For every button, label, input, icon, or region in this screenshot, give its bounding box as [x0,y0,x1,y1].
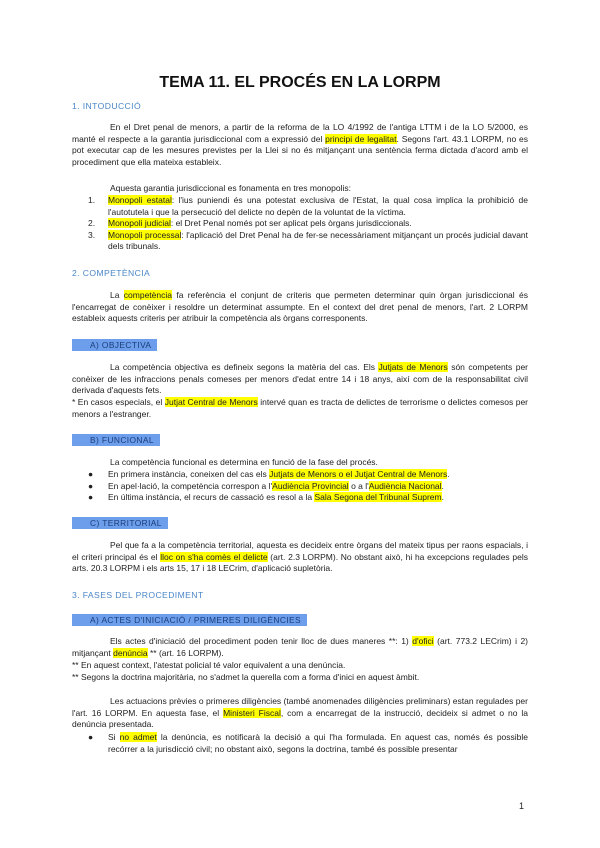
competencia-paragraph: La competència fa referència el conjunt de criteris que permeten determinar quin òrgan jurisdiccional és l'encarregat de conèixer i resoldre un determinat assumpte. En el context del dret penal de menors, l'art. 2 LORPM estableix aquests criteris per atribuir la competència als òrgans corresponents. [72,290,528,323]
subheading-objectiva: A) OBJECTIVA [72,339,528,351]
section-heading-fases: 3. FASES DEL PROCEDIMENT [72,590,204,600]
list-item: ● Si no admet la denúncia, es notificarà la decisió a qui l'ha formulada. En aquest cas, només és possible recórrer a la jurisdicció civil; no obstant això, segons la doctrina, també és possible presentar [88,732,529,754]
note-atestat: ** En aquest context, l'atestat policial té valor equivalent a una denúncia. [72,660,346,670]
list-item: ● En primera instància, coneixen del cas els Jutjats de Menors o el Jutjat Central de Menors. [88,469,450,479]
list-item: 1. Monopoli estatal: l'ius puniendi és una potestat exclusiva de l'Estat, la qual cosa implica la prohibició de l'autotutela i que la persecució del delicte no depèn de la voluntat de la víctima. [88,195,529,217]
objectiva-paragraph: La competència objectiva es defineix segons la matèria del cas. Els Jutjats de Menors són competents per conèixer de les infraccions penals comeses per menors d'edat entre 14 i 18 anys, així com de la responsabilitat civil derivada d'aquests fets. [72,362,529,395]
intro-paragraph: En el Dret penal de menors, a partir de la reforma de la LO 4/1992 de l'antiga LTTM i de la LO 5/2000, es manté el respecte a la garantia jurisdiccional com a expressió del principi de legalitat. Segons l'art. 43.1 LORPM, no es pot executar cap de les mesures previstes per la Llei si no és mitjançant una sentència ferma dictada d'acord amb el procediment que ella mateixa estableix. [72,122,529,167]
section-heading-competencia: 2. COMPETÈNCIA [72,268,151,278]
list-item: 3. Monopoli processal: l'aplicació del Dret Penal ha de fer-se necessàriament mitjançant un procés judicial davant dels tribunals. [88,229,529,251]
diligencies-list [72,732,528,755]
list-item: ● En apel·lació, la competència correspon a l'Audiència Provincial o a l'Audiència Nacional. [88,480,444,491]
subheading-territorial: C) TERRITORIAL [72,517,528,529]
page-number: 1 [518,801,524,811]
funcional-paragraph: La competència funcional es determina en funció de la fase del procés. [110,457,378,467]
section-heading-introduccio: 1. INTODUCCIÓ [72,101,142,111]
highlight: principi de legalitat [325,133,397,144]
subheading-actes-iniciacio: A) ACTES D'INICIACIÓ / PRIMERES DILIGÈNCIES [72,614,528,626]
monopolis-intro: Aquesta garantia jurisdiccional es fonamenta en tres monopolis: [110,183,351,193]
list-item: 2. Monopoli judicial: el Dret Penal només pot ser aplicat pels òrgans jurisdiccionals. [88,218,412,228]
note-querella: ** Segons la doctrina majoritària, no s'admet la querella com a forma d'inici en aquest àmbit. [72,672,420,682]
diligencies-paragraph: Les actuacions prèvies o primeres diligències (també anomenades diligències preliminars) estan regulades per l'art. 16 LORPM. En aquesta fase, el Ministeri Fiscal, com a encarregat de la instrucció, decideix si admet o no la denúncia presentada. [72,696,528,729]
list-item: ● En última instància, el recurs de cassació es resol a la Sala Segona del Tribunal Suprem. [88,492,444,502]
document-title: TEMA 11. EL PROCÉS EN LA LORPM [159,74,441,91]
objectiva-note: * En casos especials, el Jutjat Central de Menors intervé quan es tracta de delictes de terrorisme o delictes comesos per menors a l'estranger. [72,397,528,419]
funcional-list [72,469,528,504]
territorial-paragraph: Pel que fa a la competència territorial, aquesta es decideix entre òrgans del mateix tipus per raons espacials, i el criteri principal és el lloc on s'ha comès el delicte (art. 2.3 LORPM). No obstant això, hi ha excepcions regulades pels arts. 20.3 LORPM i els arts 15, 17 i 18 LECrim, d'aplicació supletòria. [72,540,528,573]
iniciacio-paragraph: Els actes d'iniciació del procediment poden tenir lloc de dues maneres **: 1) d'ofici (art. 773.2 LECrim) i 2) mitjançant denúncia ** (art. 16 LORPM). [72,636,528,658]
subheading-funcional: B) FUNCIONAL [72,434,528,446]
monopolis-list [72,195,528,253]
